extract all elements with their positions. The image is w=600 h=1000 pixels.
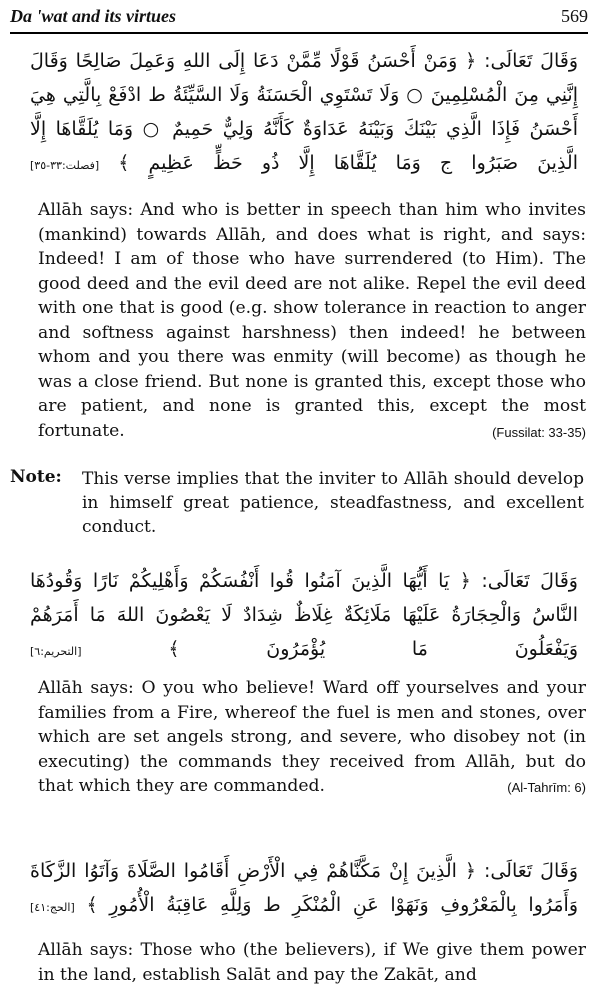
arabic-text-3: وَقَالَ تَعَالَى: ﴿ الَّذِينَ إِنْ مَكَّنَّاهُمْ فِي الْأَرْضِ أَقَامُوا الصَّلَاةَ وَآتَوُا الزَّكَاةَ وَأَمَرُوا بِالْمَعْرُوفِ وَنَهَوْا عَنِ الْمُنْكَرِ ط وَلِلَّهِ عَاقِبَةُ الْأُمُورِ ﴾ bbox=[30, 860, 579, 916]
translation-text-1: Allāh says: And who is better in speech than him who invites (mankind) towards Allāh, and does what is right, and says: Indeed! I am of those who have surrendered (to Him). The good deed and the evil deed are not alike. Repel the evil deed with one that is good (e.g. show tolerance in reaction to anger and softness against harshness) then indeed! he between whom and you there was enmity (will become) as though he was a close friend. But none is granted this, except those who are patient, and none is granted this, except the most fortunate. bbox=[38, 200, 586, 441]
arabic-reference-1: [فصلت:٣٣-٣٥] bbox=[30, 159, 100, 172]
note-label: Note: bbox=[10, 467, 62, 487]
translation-reference-2: (Al-Tahrīm: 6) bbox=[507, 780, 586, 795]
translation-1 bbox=[38, 198, 586, 445]
page-header bbox=[10, 4, 588, 28]
header-rule bbox=[10, 32, 588, 34]
arabic-verse-1 bbox=[30, 44, 578, 183]
arabic-text-1: وَقَالَ تَعَالَى: ﴿ وَمَنْ أَحْسَنُ قَوْلًا مِّمَّنْ دَعَا إِلَى اللهِ وَعَمِلَ صَالِحًا وَقَالَ إِنَّنِي مِنَ الْمُسْلِمِينَ ○ وَلَا تَسْتَوِي الْحَسَنَةُ وَلَا السَّيِّئَةُ ط ادْفَعْ بِالَّتِي هِيَ أَحْسَنُ فَإِذَا الَّذِي بَيْنَكَ وَبَيْنَهُ عَدَاوَةٌ كَأَنَّهُ وَلِيٌّ حَمِيمٌ ○ وَمَا يُلَقَّاهَا إِلَّا الَّذِينَ صَبَرُوا ج وَمَا يُلَقَّاهَا إِلَّا ذُو حَظٍّ عَظِيمٍ ﴾ bbox=[30, 50, 578, 174]
arabic-reference-3: [الحج:٤١] bbox=[30, 901, 75, 914]
translation-text-2: Allāh says: O you who believe! Ward off yourselves and your families from a Fire, whereof the fuel is men and stones, over which are set angels strong, and severe, who disobey not (in executing) the commands they received from Allāh, but do that which they are commanded. bbox=[38, 678, 586, 796]
translation-reference-1: (Fussilat: 33-35) bbox=[492, 424, 586, 440]
arabic-reference-2: [التحريم:٦] bbox=[30, 645, 82, 658]
arabic-verse-2 bbox=[30, 564, 578, 669]
arabic-text-2: وَقَالَ تَعَالَى: ﴿ يَا أَيُّهَا الَّذِينَ آمَنُوا قُوا أَنْفُسَكُمْ وَأَهْلِيكُمْ نَارًا وَقُودُهَا النَّاسُ وَالْحِجَارَةُ عَلَيْهَا مَلَائِكَةٌ غِلَاظٌ شِدَادٌ لَا يَعْصُونَ اللهَ مَا أَمَرَهُمْ وَيَفْعَلُونَ مَا يُؤْمَرُونَ ﴾ bbox=[30, 570, 578, 660]
translation-2 bbox=[38, 676, 586, 801]
page-number: 569 bbox=[561, 6, 588, 26]
chapter-title: Da 'wat and its virtues bbox=[10, 6, 177, 26]
note-text: This verse implies that the inviter to Allāh should develop in himself great patience, steadfastness, and excellent conduct. bbox=[82, 469, 584, 537]
arabic-verse-3 bbox=[30, 854, 578, 925]
translation-text-3: Allāh says: Those who (the believers), if We give them power in the land, establish Salāt and pay the Zakāt, and bbox=[38, 940, 586, 985]
translation-3 bbox=[38, 938, 586, 987]
